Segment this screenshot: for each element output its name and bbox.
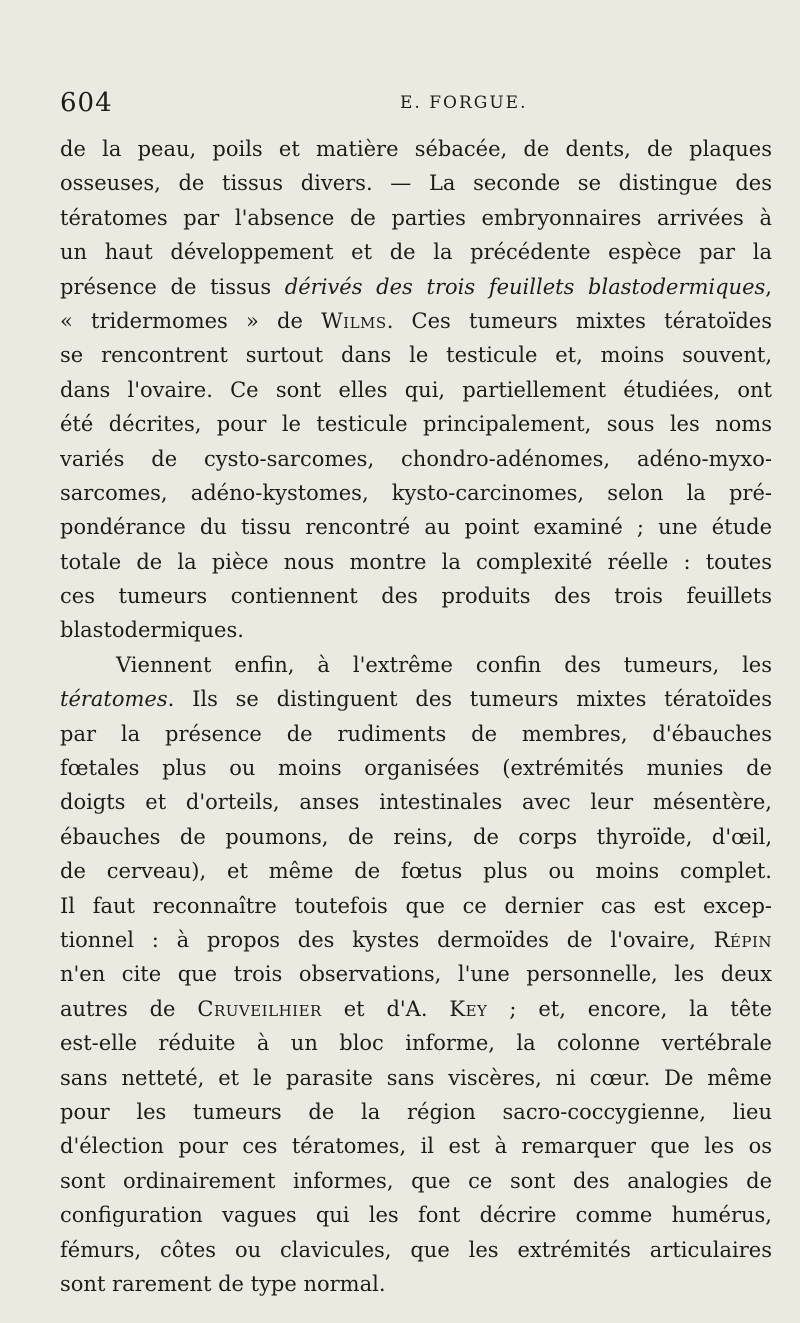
text-line (60, 304, 772, 338)
text-run: configuration vagues qui les font décrire comme humérus, (60, 1203, 772, 1228)
text-run: sont ordinairement informes, que ce sont des analogies de (60, 1168, 772, 1193)
text-line (60, 579, 772, 613)
text-line (60, 648, 772, 682)
text-run: , (765, 274, 772, 299)
page-number: 604 (60, 88, 113, 118)
text-line (60, 785, 772, 819)
text-run: un haut développement et de la précédente espèce par la (60, 240, 772, 265)
text-run: tionnel : à propos des kystes dermoïdes de l'ovaire, (60, 927, 714, 952)
text-line (60, 957, 772, 991)
text-line (60, 442, 772, 476)
text-line (60, 889, 772, 923)
text-run: est-elle réduite à un bloc informe, la colonne vertébrale (60, 1031, 772, 1056)
page-header (60, 88, 760, 118)
text-run: présence de tissus (60, 274, 285, 299)
text-run: osseuses, de tissus divers. — La seconde se distingue des (60, 171, 772, 196)
text-line (60, 992, 772, 1026)
text-run: d'élection pour ces tératomes, il est à remarquer que les os (60, 1134, 772, 1159)
text-run: doigts et d'orteils, anses intestinales avec leur mésentère, (60, 790, 772, 815)
author-name: Key (449, 996, 488, 1021)
text-run: dans l'ovaire. Ce sont elles qui, partiellement étudiées, ont (60, 377, 772, 402)
text-line (60, 1164, 772, 1198)
author-name: Wilms (321, 308, 387, 333)
text-line (60, 545, 772, 579)
author-name: Cruveilhier (197, 996, 322, 1021)
text-line (60, 682, 772, 716)
text-run: de la peau, poils et matière sébacée, de dents, de plaques (60, 137, 772, 161)
body-text (60, 132, 772, 1301)
text-line (60, 751, 772, 785)
text-run: ; et, encore, la tête (487, 996, 772, 1021)
text-line (60, 476, 772, 510)
text-run: pour les tumeurs de la région sacro-coccygienne, lieu (60, 1099, 772, 1124)
running-head: E. FORGUE. (400, 93, 528, 113)
text-run: sarcomes, adéno-kystomes, kysto-carcinomes, selon la pré- (60, 480, 772, 505)
text-run: Il faut reconnaître toutefois que ce dernier cas est excep- (60, 893, 772, 918)
italic-term: tératomes (60, 687, 168, 712)
text-run: tératomes par l'absence de parties embryonnaires arrivées à (60, 205, 772, 230)
text-line (60, 820, 772, 854)
text-run: totale de la pièce nous montre la complexité réelle : toutes (60, 549, 772, 574)
text-run: ces tumeurs contiennent des produits des trois feuillets (60, 584, 772, 609)
text-run: ébauches de poumons, de reins, de corps thyroïde, d'œil, (60, 824, 772, 849)
text-line (60, 1198, 772, 1232)
text-line (60, 510, 772, 544)
italic-term: dérivés des trois feuillets blastodermiques (284, 274, 766, 299)
text-run: autres de (60, 996, 198, 1021)
text-line (60, 373, 772, 407)
text-run: n'en cite que trois observations, l'une personnelle, les deux (60, 962, 772, 987)
text-line (60, 166, 772, 200)
text-line (60, 132, 772, 166)
text-run: sans netteté, et le parasite sans viscères, ni cœur. De même (60, 1065, 772, 1090)
text-line (60, 854, 772, 888)
text-run: par la présence de rudiments de membres, d'ébauches (60, 721, 772, 746)
text-line (60, 1026, 772, 1060)
text-run: variés de cysto-sarcomes, chondro-adénomes, adéno-myxo- (60, 446, 772, 471)
text-line (60, 613, 772, 647)
text-run: « tridermomes » de (60, 308, 322, 333)
text-run: pondérance du tissu rencontré au point examiné ; une étude (60, 515, 772, 540)
text-line (60, 201, 772, 235)
text-run: sont rarement de type normal. (60, 1271, 386, 1296)
author-name: Répin (713, 927, 772, 952)
text-line (60, 923, 772, 957)
text-run: fémurs, côtes ou clavicules, que les extrémités articulaires (60, 1237, 772, 1262)
text-run: . Ils se distinguent des tumeurs mixtes tératoïdes (167, 687, 772, 712)
text-line (60, 717, 772, 751)
text-line (60, 1129, 772, 1163)
text-line (60, 1267, 772, 1301)
text-line (60, 235, 772, 269)
text-run: et d'A. (321, 996, 450, 1021)
text-run: se rencontrent surtout dans le testicule et, moins souvent, (60, 343, 772, 368)
text-run: fœtales plus ou moins organisées (extrémités munies de (60, 756, 772, 781)
text-run: Viennent enfin, à l'extrême confin des tumeurs, les (116, 652, 772, 677)
text-line (60, 1095, 772, 1129)
text-line (60, 1061, 772, 1095)
text-run: été décrites, pour le testicule principalement, sous les noms (60, 412, 772, 437)
text-line (60, 1233, 772, 1267)
text-run: de cerveau), et même de fœtus plus ou moins complet. (60, 859, 772, 884)
text-line (60, 270, 772, 304)
text-line (60, 338, 772, 372)
text-run: blastodermiques. (60, 618, 244, 643)
text-run: . Ces tumeurs mixtes tératoïdes (386, 308, 772, 333)
text-line (60, 407, 772, 441)
